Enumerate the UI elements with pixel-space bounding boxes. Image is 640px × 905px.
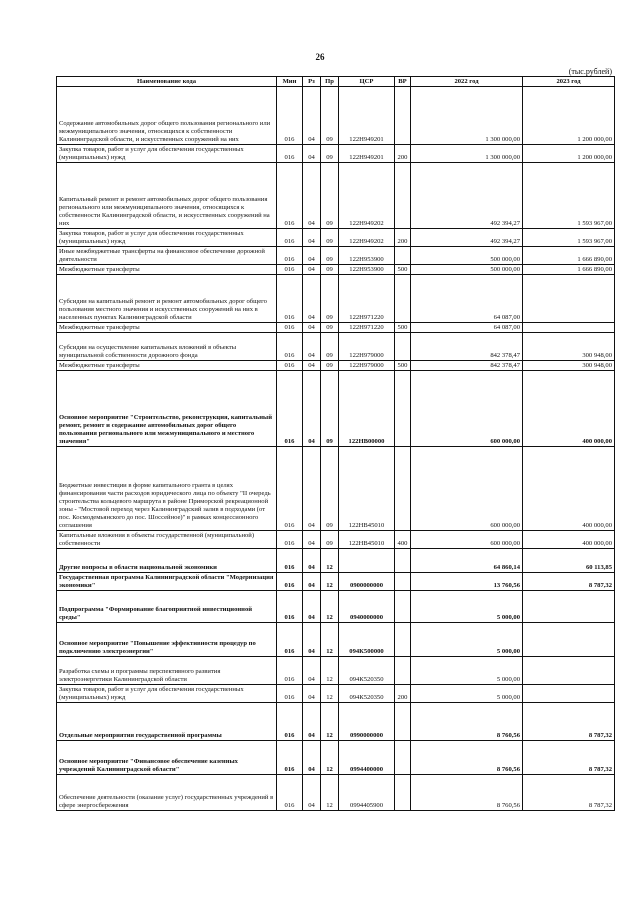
cell-vr	[395, 775, 411, 811]
cell-2022: 492 394,27	[411, 163, 523, 229]
cell-vr	[395, 333, 411, 361]
cell-2023	[523, 591, 615, 623]
cell-vr	[395, 703, 411, 741]
cell-vr: 200	[395, 229, 411, 247]
cell-min: 016	[277, 775, 303, 811]
header-pr: Пр	[321, 77, 339, 87]
cell-min: 016	[277, 657, 303, 685]
cell-vr	[395, 657, 411, 685]
cell-pr: 12	[321, 623, 339, 657]
cell-2022: 5 000,00	[411, 623, 523, 657]
cell-vr: 200	[395, 145, 411, 163]
cell-csr: 122Н949201	[339, 87, 395, 145]
cell-2022: 842 378,47	[411, 361, 523, 371]
cell-2023: 60 113,85	[523, 549, 615, 573]
table-row	[57, 163, 615, 229]
table-row	[57, 361, 615, 371]
cell-name: Бюджетные инвестиции в форме капитального гранта в целях финансирования части расходов юридического лица по объекту "II очередь строительства кольцевого маршрута в районе Приморской рекреационной зоны - "Мостовой переход через Калининградский залив в подходами (от пос. Космодемьянского до пос. Шоссейное)" в рамках концессионного соглашения	[57, 447, 277, 531]
cell-vr	[395, 591, 411, 623]
header-2022: 2022 год	[411, 77, 523, 87]
cell-rz: 04	[303, 371, 321, 447]
header-csr: ЦСР	[339, 77, 395, 87]
cell-pr: 09	[321, 87, 339, 145]
cell-csr: 094К520350	[339, 685, 395, 703]
cell-2022: 13 760,56	[411, 573, 523, 591]
cell-name: Отдельные мероприятия государственной программы	[57, 703, 277, 741]
table-row	[57, 447, 615, 531]
cell-2022: 8 760,56	[411, 741, 523, 775]
cell-rz: 04	[303, 591, 321, 623]
cell-vr	[395, 275, 411, 323]
table-row	[57, 229, 615, 247]
budget-table	[56, 76, 615, 811]
cell-min: 016	[277, 247, 303, 265]
cell-pr: 12	[321, 685, 339, 703]
cell-csr: 0900000000	[339, 573, 395, 591]
cell-min: 016	[277, 229, 303, 247]
cell-pr: 09	[321, 333, 339, 361]
table-row	[57, 741, 615, 775]
cell-rz: 04	[303, 657, 321, 685]
cell-name: Субсидии на осуществление капитальных вложений в объекты муниципальной собственности дорожного фонда	[57, 333, 277, 361]
cell-min: 016	[277, 265, 303, 275]
cell-2022: 1 300 000,00	[411, 87, 523, 145]
cell-2022: 1 300 000,00	[411, 145, 523, 163]
cell-min: 016	[277, 145, 303, 163]
cell-2022: 5 000,00	[411, 591, 523, 623]
cell-csr: 122Н979000	[339, 361, 395, 371]
cell-csr: 0940000000	[339, 591, 395, 623]
cell-rz: 04	[303, 775, 321, 811]
cell-2022: 600 000,00	[411, 447, 523, 531]
cell-min: 016	[277, 87, 303, 145]
cell-name: Закупка товаров, работ и услуг для обеспечения государственных (муниципальных) нужд	[57, 229, 277, 247]
table-row	[57, 323, 615, 333]
cell-rz: 04	[303, 333, 321, 361]
cell-name: Содержание автомобильных дорог общего пользования регионального или межмуниципального значения, относящихся к собственности Калининградской области, и искусственных сооружений на них	[57, 87, 277, 145]
cell-min: 016	[277, 323, 303, 333]
cell-min: 016	[277, 333, 303, 361]
cell-pr: 12	[321, 741, 339, 775]
cell-name: Другие вопросы в области национальной экономики	[57, 549, 277, 573]
table-row	[57, 685, 615, 703]
cell-min: 016	[277, 591, 303, 623]
cell-pr: 09	[321, 229, 339, 247]
cell-pr: 12	[321, 573, 339, 591]
cell-rz: 04	[303, 163, 321, 229]
cell-2023: 8 787,32	[523, 703, 615, 741]
cell-pr: 12	[321, 703, 339, 741]
cell-name: Основное мероприятие "Повышение эффективности процедур по подключению электроэнергии"	[57, 623, 277, 657]
table-body	[57, 87, 615, 811]
cell-2023: 1 200 000,00	[523, 87, 615, 145]
cell-pr: 09	[321, 361, 339, 371]
cell-min: 016	[277, 685, 303, 703]
cell-2023	[523, 657, 615, 685]
cell-rz: 04	[303, 247, 321, 265]
table-row	[57, 623, 615, 657]
cell-csr: 0994405900	[339, 775, 395, 811]
cell-name: Межбюджетные трансферты	[57, 361, 277, 371]
cell-2023: 8 787,32	[523, 775, 615, 811]
cell-name: Субсидии на капитальный ремонт и ремонт автомобильных дорог общего пользования местного значения и искусственных сооружений на них в населенных пунктах Калининградской области	[57, 275, 277, 323]
cell-vr	[395, 741, 411, 775]
cell-name: Основное мероприятие "Строительство, реконструкция, капитальный ремонт, ремонт и содержание автомобильных дорог общего пользования регионального или межмуниципального и местного значения"	[57, 371, 277, 447]
cell-pr: 12	[321, 657, 339, 685]
cell-2022: 5 000,00	[411, 685, 523, 703]
cell-name: Капитальный ремонт и ремонт автомобильных дорог общего пользования регионального или межмуниципального значения, относящихся к собственности Калининградской области, и искусственных сооружений на них	[57, 163, 277, 229]
cell-2022: 600 000,00	[411, 531, 523, 549]
unit-label: (тыс.рублей)	[568, 67, 612, 76]
cell-min: 016	[277, 163, 303, 229]
cell-min: 016	[277, 573, 303, 591]
cell-vr	[395, 371, 411, 447]
cell-csr: 122НВ45010	[339, 447, 395, 531]
cell-csr: 122Н953900	[339, 265, 395, 275]
cell-pr: 09	[321, 265, 339, 275]
cell-2022: 64 087,00	[411, 275, 523, 323]
cell-min: 016	[277, 371, 303, 447]
cell-rz: 04	[303, 229, 321, 247]
cell-2023	[523, 323, 615, 333]
cell-2022: 64 087,00	[411, 323, 523, 333]
cell-pr: 09	[321, 531, 339, 549]
cell-2022: 492 394,27	[411, 229, 523, 247]
table-row	[57, 775, 615, 811]
cell-csr: 122Н953900	[339, 247, 395, 265]
cell-csr: 122Н979000	[339, 333, 395, 361]
cell-name: Межбюджетные трансферты	[57, 323, 277, 333]
cell-rz: 04	[303, 361, 321, 371]
cell-pr: 09	[321, 447, 339, 531]
cell-2022: 500 000,00	[411, 247, 523, 265]
cell-min: 016	[277, 447, 303, 531]
cell-name: Иные межбюджетные трансферты на финансовое обеспечение дорожной деятельности	[57, 247, 277, 265]
table-row	[57, 275, 615, 323]
cell-csr: 122Н949202	[339, 229, 395, 247]
cell-2022: 5 000,00	[411, 657, 523, 685]
cell-pr: 12	[321, 775, 339, 811]
cell-2023: 400 000,00	[523, 371, 615, 447]
cell-rz: 04	[303, 685, 321, 703]
cell-rz: 04	[303, 145, 321, 163]
cell-csr: 122Н949202	[339, 163, 395, 229]
cell-name: Подпрограмма "Формирование благоприятной инвестиционной среды"	[57, 591, 277, 623]
cell-2023: 1 666 890,00	[523, 265, 615, 275]
cell-pr: 09	[321, 323, 339, 333]
cell-rz: 04	[303, 323, 321, 333]
cell-2023: 8 787,32	[523, 741, 615, 775]
cell-name: Закупка товаров, работ и услуг для обеспечения государственных (муниципальных) нужд	[57, 145, 277, 163]
table-row	[57, 371, 615, 447]
cell-rz: 04	[303, 87, 321, 145]
table-row	[57, 145, 615, 163]
cell-rz: 04	[303, 275, 321, 323]
table-row	[57, 531, 615, 549]
cell-vr	[395, 623, 411, 657]
cell-min: 016	[277, 275, 303, 323]
cell-2023	[523, 275, 615, 323]
cell-vr: 500	[395, 265, 411, 275]
cell-2022: 500 000,00	[411, 265, 523, 275]
table-row	[57, 247, 615, 265]
page-number: 26	[315, 52, 325, 62]
cell-2023: 400 000,00	[523, 447, 615, 531]
cell-2023	[523, 685, 615, 703]
cell-2022: 600 000,00	[411, 371, 523, 447]
cell-rz: 04	[303, 703, 321, 741]
cell-name: Государственная программа Калининградской области "Модернизация экономики"	[57, 573, 277, 591]
cell-2023: 1 593 967,00	[523, 229, 615, 247]
cell-min: 016	[277, 531, 303, 549]
cell-rz: 04	[303, 741, 321, 775]
cell-rz: 04	[303, 623, 321, 657]
cell-rz: 04	[303, 265, 321, 275]
cell-2023	[523, 623, 615, 657]
cell-csr: 122НВ00000	[339, 371, 395, 447]
header-min: Мин	[277, 77, 303, 87]
cell-pr: 09	[321, 145, 339, 163]
cell-vr: 400	[395, 531, 411, 549]
cell-csr: 0994400000	[339, 741, 395, 775]
cell-csr: 122НВ45010	[339, 531, 395, 549]
cell-vr	[395, 87, 411, 145]
cell-csr: 094К520350	[339, 657, 395, 685]
header-name: Наименование кода	[57, 77, 277, 87]
cell-2023: 300 948,00	[523, 333, 615, 361]
cell-2022: 842 378,47	[411, 333, 523, 361]
cell-vr: 200	[395, 685, 411, 703]
table-row	[57, 573, 615, 591]
cell-vr: 500	[395, 361, 411, 371]
cell-pr: 09	[321, 247, 339, 265]
cell-pr: 09	[321, 163, 339, 229]
cell-2022: 8 760,56	[411, 775, 523, 811]
cell-2022: 64 860,14	[411, 549, 523, 573]
cell-name: Межбюджетные трансферты	[57, 265, 277, 275]
table-row	[57, 87, 615, 145]
table-row	[57, 265, 615, 275]
cell-vr	[395, 447, 411, 531]
header-2023: 2023 год	[523, 77, 615, 87]
cell-2022: 8 760,56	[411, 703, 523, 741]
table-row	[57, 591, 615, 623]
header-rz: Рз	[303, 77, 321, 87]
cell-2023: 400 000,00	[523, 531, 615, 549]
cell-rz: 04	[303, 549, 321, 573]
cell-csr: 122Н971220	[339, 275, 395, 323]
table-row	[57, 657, 615, 685]
cell-2023: 1 593 967,00	[523, 163, 615, 229]
cell-pr: 12	[321, 549, 339, 573]
cell-min: 016	[277, 703, 303, 741]
header-vr: ВР	[395, 77, 411, 87]
cell-min: 016	[277, 549, 303, 573]
cell-pr: 09	[321, 371, 339, 447]
cell-rz: 04	[303, 531, 321, 549]
cell-2023: 1 666 890,00	[523, 247, 615, 265]
cell-name: Основное мероприятие "Финансовое обеспечение казенных учреждений Калининградской области"	[57, 741, 277, 775]
cell-rz: 04	[303, 573, 321, 591]
cell-name: Разработка схемы и программы перспективного развития электроэнергетики Калининградской области	[57, 657, 277, 685]
cell-csr	[339, 549, 395, 573]
cell-csr: 122Н949201	[339, 145, 395, 163]
cell-csr: 094К500000	[339, 623, 395, 657]
cell-rz: 04	[303, 447, 321, 531]
cell-pr: 12	[321, 591, 339, 623]
cell-vr	[395, 549, 411, 573]
cell-csr: 0990000000	[339, 703, 395, 741]
cell-name: Обеспечение деятельности (оказание услуг) государственных учреждений в сфере энергосбережения	[57, 775, 277, 811]
cell-2023: 8 787,32	[523, 573, 615, 591]
cell-min: 016	[277, 361, 303, 371]
cell-2023: 300 948,00	[523, 361, 615, 371]
cell-min: 016	[277, 741, 303, 775]
cell-name: Капитальные вложения в объекты государственной (муниципальной) собственности	[57, 531, 277, 549]
table-header-row	[57, 77, 615, 87]
cell-name: Закупка товаров, работ и услуг для обеспечения государственных (муниципальных) нужд	[57, 685, 277, 703]
cell-min: 016	[277, 623, 303, 657]
cell-vr: 500	[395, 323, 411, 333]
cell-2023: 1 200 000,00	[523, 145, 615, 163]
table-row	[57, 333, 615, 361]
cell-vr	[395, 247, 411, 265]
cell-csr: 122Н971220	[339, 323, 395, 333]
table-row	[57, 703, 615, 741]
cell-pr: 09	[321, 275, 339, 323]
table-row	[57, 549, 615, 573]
cell-vr	[395, 573, 411, 591]
cell-vr	[395, 163, 411, 229]
